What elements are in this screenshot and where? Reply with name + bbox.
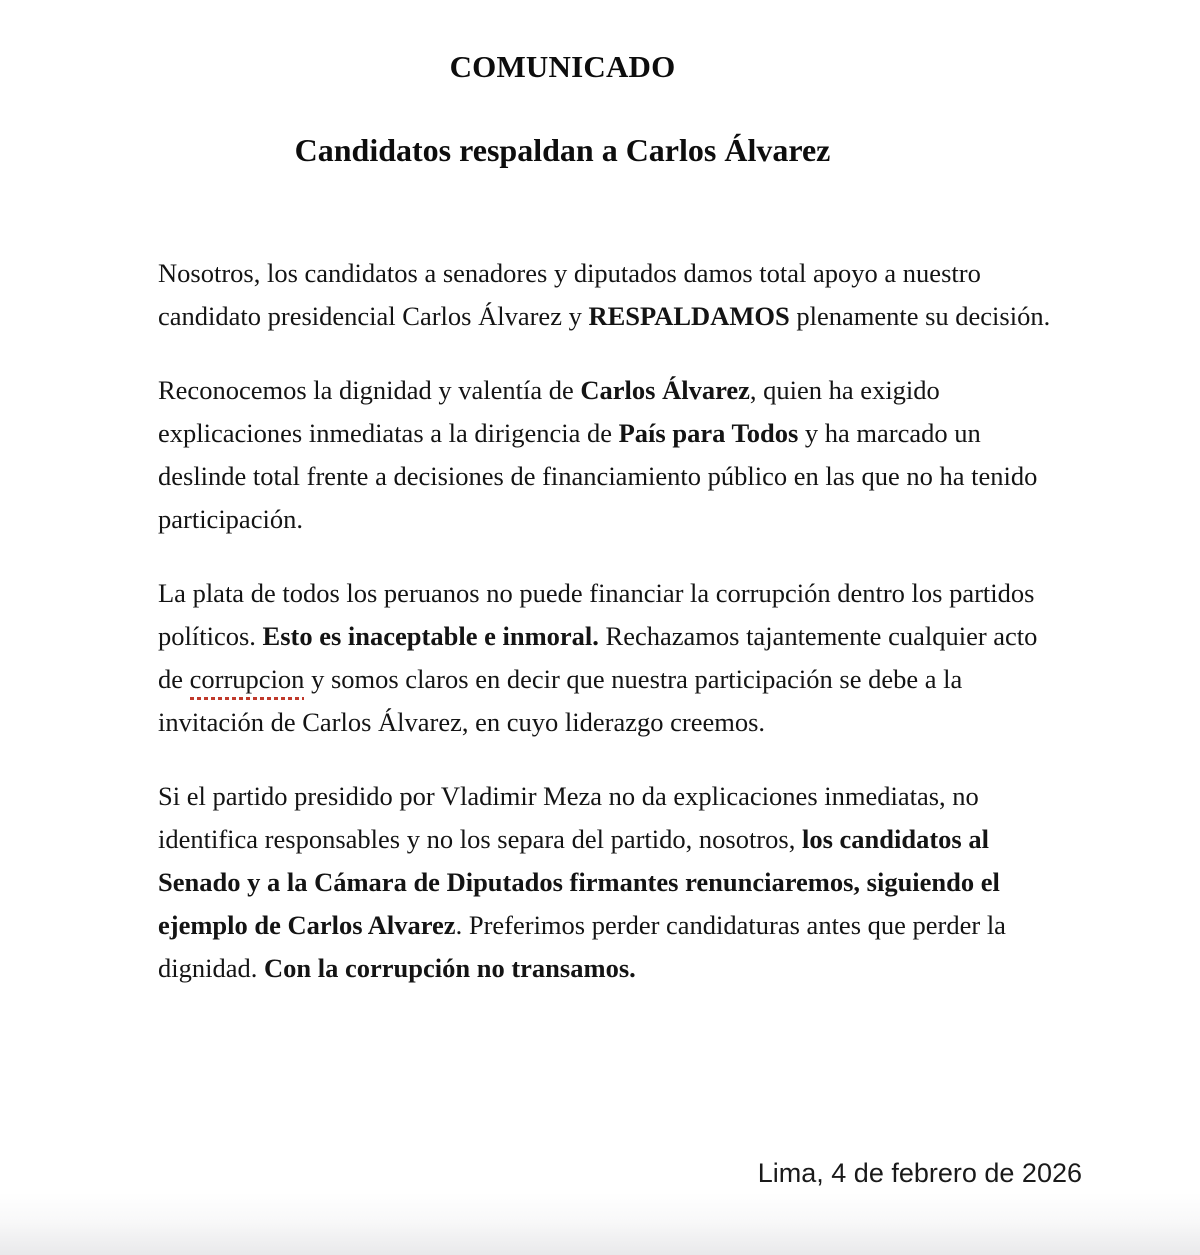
page-subtitle: Candidatos respaldan a Carlos Álvarez: [294, 132, 831, 169]
paragraph-3: [158, 572, 1051, 744]
paragraph-3-text-b: Rechazamos tajantemente cualquier acto de: [158, 621, 1038, 694]
page-title: COMUNICADO: [449, 49, 676, 84]
paragraph-1-text-b: plenamente su decisión.: [789, 301, 1051, 331]
paragraph-2-text-b: , quien ha exigido explicaciones inmediatas a la dirigencia de: [158, 375, 940, 448]
dateline: Lima, 4 de febrero de 2026: [757, 1158, 1082, 1188]
paragraph-4-bold-renunciaremos: los candidatos al Senado y a la Cámara de Diputados firmantes renunciaremos, siguiendo el ejemplo de Carlos Alvarez: [158, 824, 1000, 940]
paragraph-1-text-a: Nosotros, los candidatos a senadores y diputados damos total apoyo a nuestro candidato presidencial Carlos Álvarez y: [158, 258, 981, 331]
paragraph-4-text-a: Si el partido presidido por Vladimir Meza no da explicaciones inmediatas, no identifica responsables y no los separa del partido, nosotros,: [158, 781, 979, 854]
paragraph-4-text-b: . Preferimos perder candidaturas antes que perder la dignidad.: [158, 910, 1006, 983]
document-body: [158, 252, 1051, 990]
spellcheck-misspelled-word: corrupcion: [190, 658, 305, 701]
paragraph-2-bold-carlos-alvarez: Carlos Álvarez: [580, 375, 750, 405]
document-heading-block: [0, 50, 1125, 168]
paragraph-1: [158, 252, 1051, 338]
paragraph-4: [158, 775, 1051, 990]
paragraph-1-bold-respaldamos: RESPALDAMOS: [588, 301, 790, 331]
paragraph-2-text-c: y ha marcado un deslinde total frente a decisiones de financiamiento público en las que no ha tenido participación.: [158, 418, 1038, 534]
paragraph-2-bold-pais-para-todos: País para Todos: [618, 418, 799, 448]
paragraph-4-bold-no-transamos: Con la corrupción no transamos.: [264, 953, 636, 983]
paragraph-3-bold-inaceptable: Esto es inaceptable e inmoral.: [262, 621, 599, 651]
paragraph-2: [158, 369, 1051, 541]
paragraph-2-text-a: Reconocemos la dignidad y valentía de: [158, 375, 581, 405]
paragraph-3-text-c: y somos claros en decir que nuestra participación se debe a la invitación de Carlos Álvarez, en cuyo liderazgo creemos.: [158, 664, 963, 737]
paragraph-3-text-a: La plata de todos los peruanos no puede financiar la corrupción dentro los partidos políticos.: [158, 578, 1035, 651]
